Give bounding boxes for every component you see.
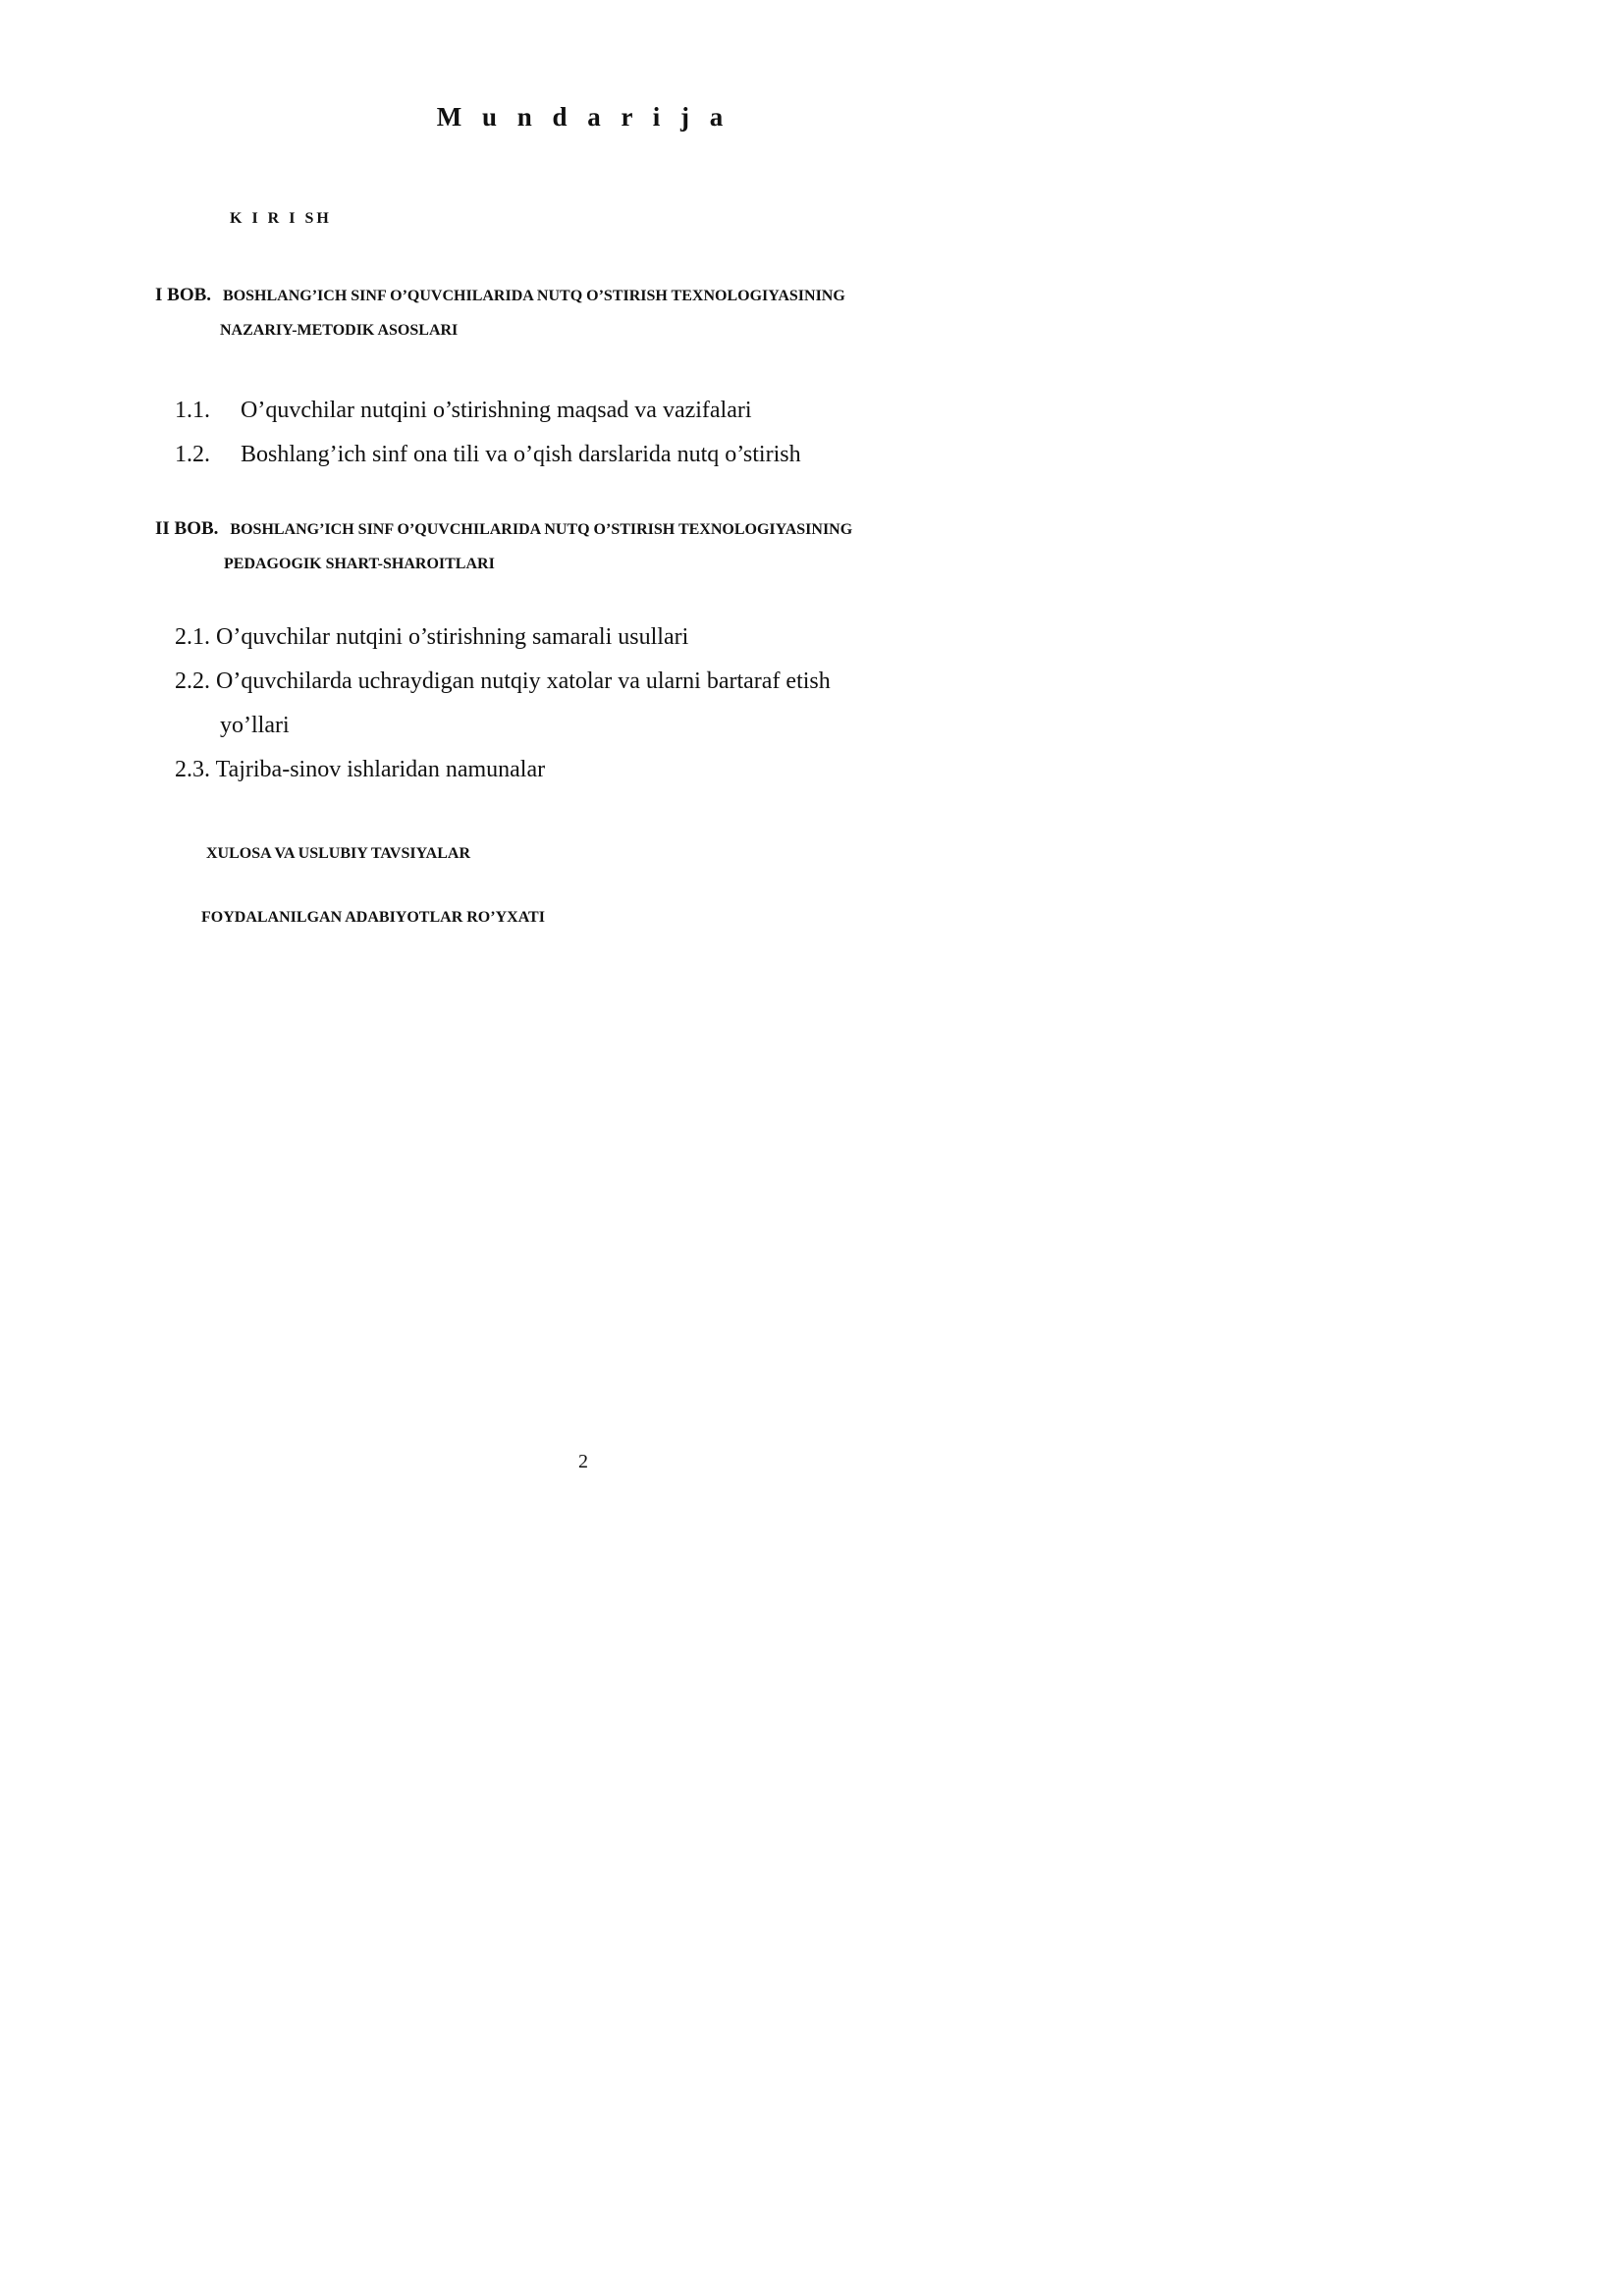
- toc-chapter-1-heading: [155, 285, 845, 306]
- toc-entry-references: FOYDALANILGAN ADABIYOTLAR RO’YXATI: [201, 909, 545, 926]
- section-number: 2.3.: [175, 757, 210, 782]
- toc-entry-introduction: K I R I SH: [230, 210, 332, 227]
- toc-section-2-1: [175, 624, 688, 651]
- document-title: M u n d a r i j a: [436, 102, 731, 132]
- section-number: 1.1.: [175, 398, 210, 423]
- toc-entry-conclusion: XULOSA VA USLUBIY TAVSIYALAR: [206, 845, 470, 862]
- section-title: Tajriba-sinov ishlaridan namunalar: [215, 757, 546, 782]
- toc-section-2-2: [175, 668, 831, 695]
- section-title: O’quvchilar nutqini o’stirishning maqsad va vazifalari: [241, 398, 752, 423]
- toc-section-1-2: [175, 442, 801, 468]
- chapter-2-title-continued: PEDAGOGIK SHART-SHAROITLARI: [224, 556, 495, 572]
- page-number: 2: [578, 1451, 588, 1472]
- toc-section-2-2-continued: yo’llari: [220, 713, 290, 738]
- chapter-2-label: II BOB.: [155, 518, 219, 539]
- section-number: 2.2.: [175, 668, 210, 694]
- chapter-1-title-continued: NAZARIY-METODIK ASOSLARI: [220, 322, 459, 339]
- toc-section-1-1: [175, 398, 752, 424]
- section-title: O’quvchilar nutqini o’stirishning samarali usullari: [216, 624, 689, 650]
- section-number: 1.2.: [175, 442, 210, 467]
- toc-section-2-3: [175, 757, 545, 783]
- chapter-1-title: BOSHLANG’ICH SINF O’QUVCHILARIDA NUTQ O’STIRISH TEXNOLOGIYASINING: [223, 288, 845, 304]
- section-number: 2.1.: [175, 624, 210, 650]
- section-title: Boshlang’ich sinf ona tili va o’qish darslarida nutq o’stirish: [241, 442, 801, 467]
- toc-chapter-2-heading: [155, 518, 852, 540]
- section-title: O’quvchilarda uchraydigan nutqiy xatolar va ularni bartaraf etish: [216, 668, 831, 694]
- chapter-1-label: I BOB.: [155, 285, 212, 305]
- chapter-2-title: BOSHLANG’ICH SINF O’QUVCHILARIDA NUTQ O’STIRISH TEXNOLOGIYASINING: [230, 521, 853, 538]
